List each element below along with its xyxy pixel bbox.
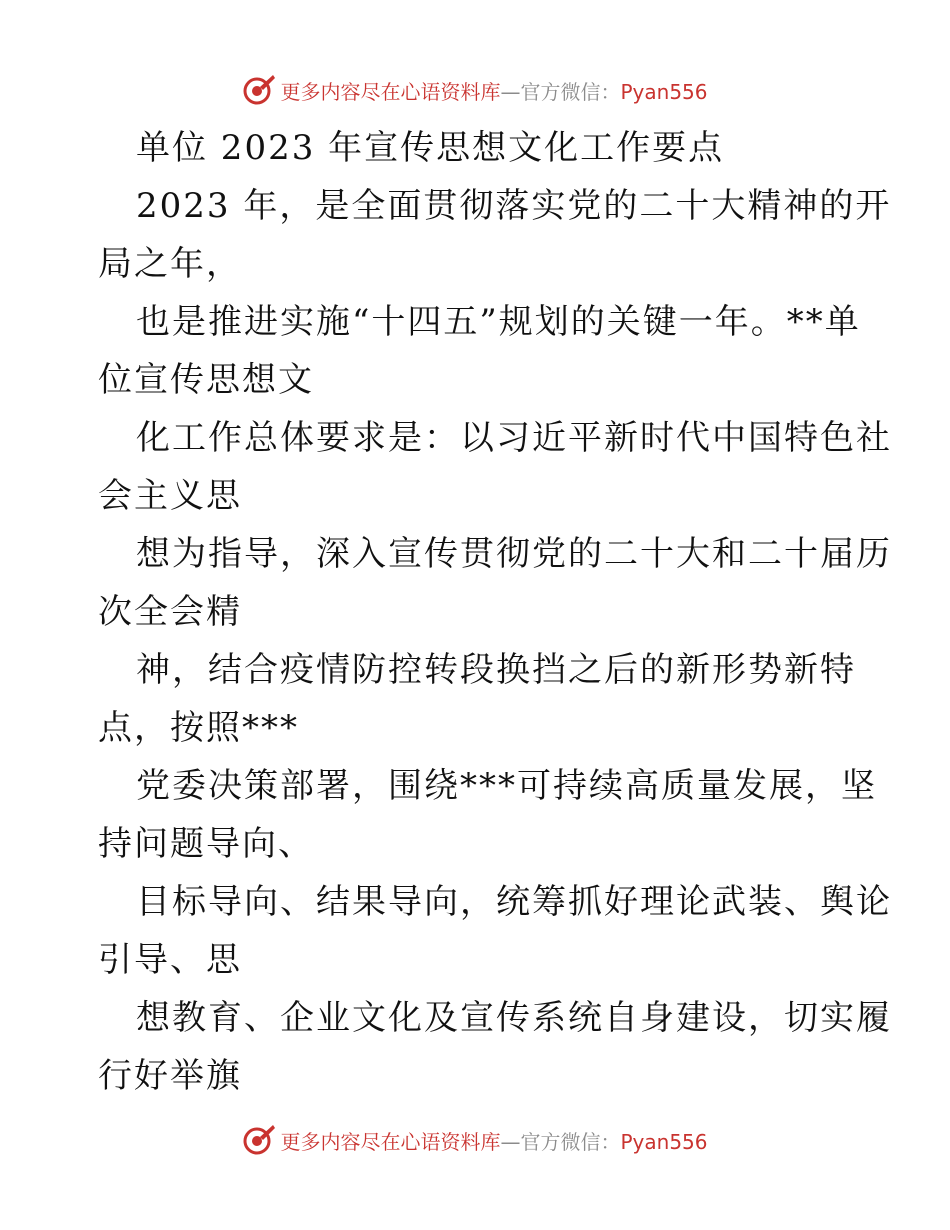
banner-wechat-id: Pyan556 [620, 1129, 708, 1154]
paragraph-line: 也是推进实施“十四五”规划的关键一年。**单 [136, 302, 861, 342]
banner-dash: — [500, 1129, 521, 1154]
banner-slogan: 更多内容尽在心语资料库 [280, 79, 501, 104]
banner-text [280, 1126, 707, 1155]
document-title: 单位 2023 年宣传思想文化工作要点 [136, 128, 725, 168]
header-banner [0, 70, 950, 110]
banner-dash: — [500, 79, 521, 104]
paragraph-line: 化工作总体要求是：以习近平新时代中国特色社 [136, 418, 892, 458]
pen-circle-logo-icon [242, 1123, 276, 1157]
pen-circle-logo-icon [242, 73, 276, 107]
paragraph-line: 局之年， [98, 244, 242, 284]
paragraph-line: 点，按照*** [98, 708, 299, 748]
paragraph-line: 引导、思 [98, 940, 242, 980]
paragraph-line: 党委决策部署，围绕***可持续高质量发展，坚 [136, 766, 877, 806]
paragraph-line: 目标导向、结果导向，统筹抓好理论武装、舆论 [136, 882, 892, 922]
paragraph-line: 想为指导，深入宣传贯彻党的二十大和二十届历 [136, 534, 892, 574]
banner-slogan: 更多内容尽在心语资料库 [280, 1129, 501, 1154]
paragraph-line: 神，结合疫情防控转段换挡之后的新形势新特 [136, 650, 856, 690]
paragraph-line: 位宣传思想文 [98, 360, 314, 400]
banner-wechat-id: Pyan556 [620, 79, 708, 104]
paragraph-line: 行好举旗 [98, 1056, 242, 1096]
paragraph-line: 次全会精 [98, 592, 242, 632]
banner-wechat-label: 官方微信： [520, 79, 621, 104]
paragraph-line: 2023 年，是全面贯彻落实党的二十大精神的开 [136, 186, 892, 226]
paragraph-line: 会主义思 [98, 476, 242, 516]
paragraph-line: 持问题导向、 [98, 824, 314, 864]
paragraph-line: 想教育、企业文化及宣传系统自身建设，切实履 [136, 998, 892, 1038]
banner-wechat-label: 官方微信： [520, 1129, 621, 1154]
footer-banner [0, 1120, 950, 1160]
banner-text [280, 76, 707, 105]
